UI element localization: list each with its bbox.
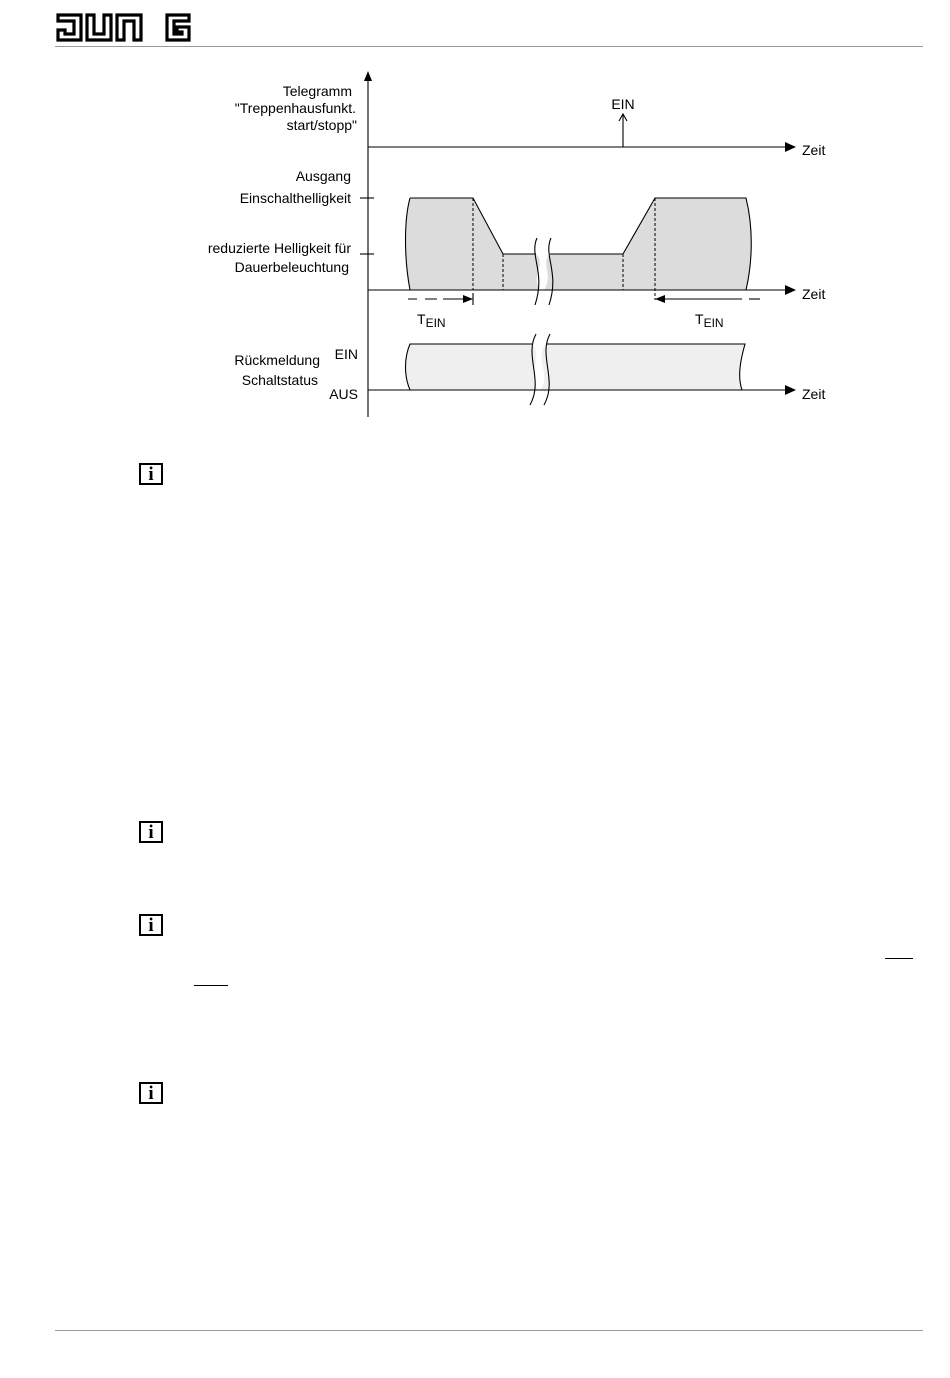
feedback-status-area <box>406 344 746 390</box>
vertical-axis-arrowhead <box>364 71 372 81</box>
feedback-label-line2: Schaltstatus <box>241 372 318 388</box>
output-axis-arrowhead <box>785 285 796 295</box>
output-label-line1: Ausgang <box>295 168 351 184</box>
telegram-label-line3: start/stopp" <box>286 117 357 133</box>
info-icon: i <box>139 463 163 485</box>
telegram-label-line2: "Treppenhausfunkt. <box>234 100 356 116</box>
t-on-left-arrowhead <box>463 295 473 303</box>
t-on-right-arrowhead <box>655 295 665 303</box>
reduced-label-line2: Dauerbeleuchtung <box>234 259 349 275</box>
output-brightness-area <box>406 198 752 290</box>
t-on-right-label: TEIN <box>695 311 724 330</box>
feedback-label-line1: Rückmeldung <box>234 352 320 368</box>
overline-mark <box>885 958 913 959</box>
feedback-on-label: EIN <box>334 346 358 362</box>
footer-rule <box>55 1330 923 1331</box>
telegram-event-label: EIN <box>611 96 635 112</box>
timing-diagram <box>0 0 950 430</box>
telegram-label-line1: Telegramm <box>282 83 352 99</box>
info-icon: i <box>139 914 163 936</box>
overline-mark <box>194 985 228 986</box>
feedback-axis-arrowhead <box>785 385 796 395</box>
info-icon: i <box>139 821 163 843</box>
feedback-fill-left <box>406 344 539 390</box>
output-label-line2: Einschalthelligkeit <box>239 190 351 206</box>
feedback-fill-right <box>540 344 745 390</box>
time-axis-label-2: Zeit <box>802 286 826 302</box>
time-axis-label-3: Zeit <box>802 386 826 402</box>
t-on-left-label: TEIN <box>417 311 446 330</box>
telegram-axis-arrowhead <box>785 142 796 152</box>
feedback-off-label: AUS <box>329 386 358 402</box>
info-icon: i <box>139 1082 163 1104</box>
reduced-label-line1: reduzierte Helligkeit für <box>207 240 351 256</box>
time-axis-label-1: Zeit <box>802 142 826 158</box>
